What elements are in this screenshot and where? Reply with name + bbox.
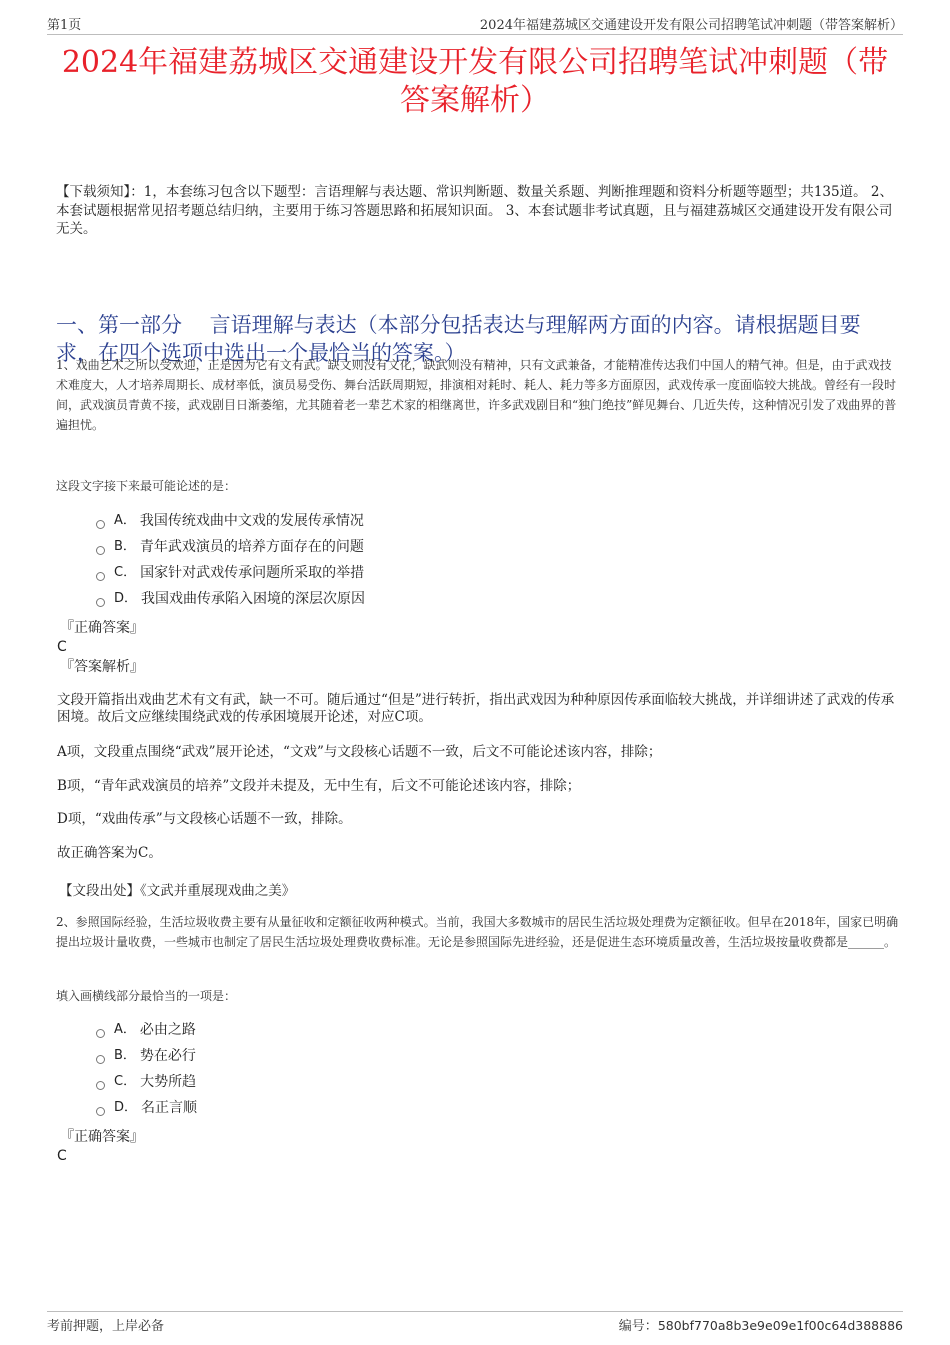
question-1-analysis-d: D项，“戏曲传承”与文段核心话题不一致，排除。 (57, 811, 352, 827)
footer-code (619, 1315, 903, 1334)
option-text: 必由之路 (139, 1022, 196, 1038)
footer-slogan: 考前押题，上岸必备 (47, 1319, 165, 1334)
radio-icon[interactable] (96, 520, 105, 529)
question-2-options (96, 1017, 596, 1121)
question-2-prompt: 填入画横线部分最恰当的一项是： (56, 989, 237, 1003)
question-2-option-b[interactable] (96, 1043, 596, 1069)
option-text: 名正言顺 (141, 1100, 198, 1116)
page-header (47, 12, 903, 35)
page-number: 第1页 (47, 18, 82, 33)
option-text: 我国戏曲传承陷入困境的深层次原因 (141, 591, 366, 607)
question-1-option-d[interactable] (96, 586, 596, 612)
question-1-source: 【文段出处】《文武并重展现戏曲之美》 (59, 883, 296, 899)
question-1-option-a[interactable] (96, 508, 596, 534)
question-2-answer-label: 『正确答案』 (60, 1129, 144, 1145)
footer-code-value: 580bf770a8b3e9e09e1f00c64d388886 (657, 1318, 903, 1333)
option-letter: A． (114, 513, 136, 528)
radio-icon[interactable] (96, 572, 105, 581)
question-1-analysis-b: B项，“青年武戏演员的培养”文段并未提及，无中生有，后文不可能论述该内容，排除； (57, 778, 581, 794)
question-1-option-c[interactable] (96, 560, 596, 586)
option-letter: A． (114, 1022, 136, 1037)
option-text: 国家针对武戏传承问题所采取的举措 (140, 565, 365, 581)
question-1-analysis-conclusion: 故正确答案为C。 (57, 845, 162, 861)
option-letter: B． (114, 1048, 136, 1063)
question-2-option-c[interactable] (96, 1069, 596, 1095)
document-title: 2024年福建荔城区交通建设开发有限公司招聘笔试冲刺题（带答案解析） (61, 45, 889, 118)
option-text: 势在必行 (139, 1048, 196, 1064)
option-text: 我国传统戏曲中文戏的发展传承情况 (139, 513, 364, 529)
radio-icon[interactable] (96, 1055, 105, 1064)
section-heading: 一、第一部分 言语理解与表达（本部分包括表达与理解两方面的内容。请根据题目要求，在四个选项中选出一个最恰当的答案。） (56, 313, 861, 365)
radio-icon[interactable] (96, 1029, 105, 1038)
question-1-options (96, 508, 596, 612)
question-1-analysis-summary: 文段开篇指出戏曲艺术有文有武，缺一不可。随后通过“但是”进行转折，指出武戏因为种种原因传承面临较大挑战，并详细讲述了武戏的传承困境。故后文应继续围绕武戏的传承困境展开论述，对应C项。 (57, 692, 895, 725)
option-letter: C． (114, 565, 137, 580)
radio-icon[interactable] (96, 546, 105, 555)
question-1-answer-label: 『正确答案』 (60, 620, 144, 636)
option-letter: D． (114, 591, 138, 606)
question-2-option-d[interactable] (96, 1095, 596, 1121)
option-text: 大势所趋 (140, 1074, 197, 1090)
radio-icon[interactable] (96, 1081, 105, 1090)
question-1-option-b[interactable] (96, 534, 596, 560)
question-1-answer: C (57, 639, 67, 655)
option-letter: B． (114, 539, 136, 554)
question-1-analysis-a: A项，文段重点围绕“武戏”展开论述，“文戏”与文段核心话题不一致，后文不可能论述该内容，排除； (57, 744, 662, 760)
page-footer (47, 1311, 903, 1336)
radio-icon[interactable] (96, 1107, 105, 1116)
option-letter: D． (114, 1100, 138, 1115)
radio-icon[interactable] (96, 598, 105, 607)
question-2-stem: 2、参照国际经验，生活垃圾收费主要有从量征收和定额征收两种模式。当前，我国大多数城市的居民生活垃圾处理费为定额征收。但早在2018年，国家已明确提出垃圾计量收费，一些城市也制定了居民生活垃圾处理费收费标准。无论是参照国际先进经验，还是促进生态环境质量改善，生活垃圾按量收费都是______。 (56, 915, 899, 949)
download-notice: 【下载须知】：1，本套练习包含以下题型：言语理解与表达题、常识判断题、数量关系题、判断推理题和资料分析题等题型；共135道。 2、本套试题根据常见招考题总结归纳，主要用于练习答题思路和拓展知识面。 3、本套试题非考试真题，且与福建荔城区交通建设开发有限公司无关。 (56, 184, 893, 237)
footer-code-label: 编号： (618, 1319, 658, 1334)
option-letter: C． (114, 1074, 137, 1089)
question-2-answer: C (57, 1148, 67, 1164)
question-2-option-a[interactable] (96, 1017, 596, 1043)
question-1-analysis-label: 『答案解析』 (60, 659, 144, 675)
question-1-prompt: 这段文字接下来最可能论述的是： (56, 479, 237, 493)
question-1-stem: 1、戏曲艺术之所以受欢迎，正是因为它有文有武。缺文则没有文化，缺武则没有精神，只有文武兼备，才能精准传达我们中国人的精气神。但是，由于武戏技术难度大，人才培养周期长、成材率低，演员易受伤、舞台活跃周期短，排演相对耗时、耗人、耗力等多方面原因，武戏传承一度面临较大挑战。曾经有一段时间，武戏演员青黄不接，武戏剧目日渐萎缩，尤其随着老一辈艺术家的相继离世，许多武戏剧目和“独门绝技”鲜见舞台、几近失传，这种情况引发了戏曲界的普遍担忧。 (56, 358, 897, 432)
option-text: 青年武戏演员的培养方面存在的问题 (139, 539, 364, 555)
header-doc-title: 2024年福建荔城区交通建设开发有限公司招聘笔试冲刺题（带答案解析） (479, 18, 903, 33)
